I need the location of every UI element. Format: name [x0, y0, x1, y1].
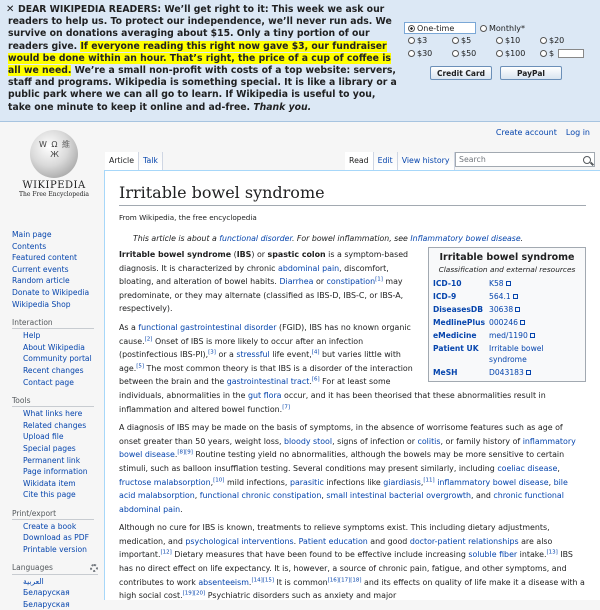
banner-thanks: Thank you. [253, 101, 312, 113]
table-row [431, 303, 583, 316]
infobox-subtitle: Classification and external resources [438, 265, 576, 274]
infobox-title: Irritable bowel syndrome [439, 252, 575, 263]
frequency-one-time[interactable]: One-time [404, 22, 476, 34]
radio-icon[interactable] [496, 50, 503, 57]
credit-card-button[interactable]: Credit Card [430, 66, 492, 80]
article-link[interactable]: doctor-patient relationships [409, 536, 519, 546]
infobox-value[interactable]: 564.1 [487, 290, 583, 303]
tab-view-history[interactable]: View history [398, 152, 455, 170]
tab-article[interactable]: Article [105, 152, 139, 170]
sidebar [12, 229, 104, 610]
radio-icon[interactable] [408, 25, 415, 32]
donation-form [404, 22, 596, 80]
radio-icon[interactable] [408, 37, 415, 44]
inflammatory-bowel-disease-link[interactable]: Inflammatory bowel disease [410, 234, 521, 243]
external-link-icon [515, 307, 520, 312]
table-row [431, 366, 583, 379]
sidebar-item-contact[interactable]: Contact page [23, 377, 74, 387]
infobox-key[interactable]: ICD-10 [433, 279, 462, 288]
infobox [428, 247, 586, 382]
radio-icon[interactable] [496, 37, 503, 44]
logo-tagline: The Free Encyclopedia [19, 191, 89, 198]
banner-text-1: We’ll get right to it: This week we ask our readers to help us. To protect our independence, we’ll never run ads. We survive on donations averaging about $15. Only a tiny portion of our readers give. [8, 4, 392, 52]
search-input[interactable] [455, 152, 595, 167]
infobox-key[interactable]: ICD-9 [433, 292, 457, 301]
sidebar-item-related-changes[interactable]: Related changes [23, 420, 87, 430]
article-link[interactable]: colitis [417, 436, 441, 446]
table-row [431, 277, 583, 290]
sidebar-item-permanent-link[interactable]: Permanent link [23, 455, 81, 465]
table-row [431, 316, 583, 329]
print-export-heading: Print/export [12, 508, 94, 520]
citation[interactable]: [5] [136, 363, 145, 370]
infobox-table [431, 277, 583, 379]
citation[interactable]: [8][9] [177, 449, 193, 456]
external-link-icon [526, 370, 531, 375]
article-link[interactable]: functional gastrointestinal disorder [138, 322, 277, 332]
citation[interactable]: [19][20] [182, 590, 206, 597]
infobox-key[interactable]: MedlinePlus [433, 318, 485, 327]
infobox-value[interactable]: Irritable bowel syndrome [489, 344, 544, 364]
infobox-key[interactable]: Patient UK [433, 344, 479, 353]
radio-icon[interactable] [480, 25, 487, 32]
tools-heading: Tools [12, 395, 94, 407]
article-link[interactable]: inflammatory bowel disease [437, 477, 549, 487]
citation[interactable]: [6] [311, 376, 320, 383]
amount-option[interactable]: $5 [452, 36, 496, 45]
infobox-value[interactable]: K58 [487, 277, 583, 290]
radio-icon[interactable] [452, 37, 459, 44]
namespace-tabs [105, 152, 163, 170]
article-link[interactable]: bile acid malabsorption [119, 477, 568, 501]
search-placeholder: Search [459, 155, 486, 164]
article-link[interactable]: inflammatory bowel disease [119, 436, 576, 460]
sidebar-item-download-pdf[interactable]: Download as PDF [23, 533, 89, 543]
external-link-icon [506, 281, 511, 286]
article-link[interactable]: bloody stool [283, 436, 333, 446]
article-link[interactable]: stressful [236, 350, 270, 360]
languages-heading: Languages [12, 563, 53, 573]
sidebar-item-shop[interactable]: Wikipedia Shop [12, 299, 71, 309]
interaction-portlet [12, 317, 104, 388]
sidebar-item-contents[interactable]: Contents [12, 241, 47, 251]
view-tabs [345, 152, 455, 170]
article-link[interactable]: psychological interventions [185, 536, 294, 546]
paragraph-diagnosis: A diagnosis of IBS may be made on the basis of symptoms, in the absence of worrisome features such as age of onset greater than 50 years, weight loss, bloody stool, signs of infection or colitis, or family history of inflammatory bowel disease.[8][9] Routine testing yield no abnormalities, although the bowels may be more sensitive to certain stimuli, such as balloon insufflation testing. Several conditions may present similarly, including coeliac disease, fructose malabsorption,[10] mild infections, parasitic infections like giardiasis,[11] inflammatory bowel disease, bile acid malabsorption, functional chronic constipation, small intestinal bacterial overgrowth, and chronic functional abdominal pain. [119, 423, 576, 514]
sidebar-item-random-article[interactable]: Random article [12, 276, 70, 286]
citation[interactable]: [11] [423, 476, 435, 483]
article-link[interactable]: gastrointestinal tract [226, 377, 310, 387]
search-icon[interactable] [583, 156, 591, 164]
page-title: Irritable bowel syndrome [119, 183, 586, 206]
print-export-portlet [12, 508, 104, 556]
table-row [431, 290, 583, 303]
sidebar-item-current-events[interactable]: Current events [12, 264, 69, 274]
article-link[interactable]: coeliac disease [497, 463, 558, 473]
citation[interactable]: [7] [282, 403, 290, 410]
navigation-portlet [12, 229, 104, 310]
languages-portlet [12, 563, 104, 610]
gear-icon[interactable] [90, 564, 98, 572]
banner-highlight: If everyone reading this right now gave $3, our fundraiser would be done within an hour. That’s right, the price of a cup of coffee is all we need. [8, 40, 391, 77]
sidebar-item-wikidata-item[interactable]: Wikidata item [23, 478, 76, 488]
sidebar-item-about[interactable]: About Wikipedia [23, 342, 85, 352]
sidebar-item-community-portal[interactable]: Community portal [23, 354, 92, 364]
citation[interactable]: [16][17][18] [327, 577, 362, 584]
amount-option[interactable]: $10 [496, 36, 540, 45]
external-link-icon [520, 320, 525, 325]
other-amount-input[interactable] [558, 49, 584, 58]
amount-option[interactable]: $100 [496, 49, 540, 58]
personal-tools [496, 128, 590, 137]
external-link-icon [530, 333, 535, 338]
radio-icon[interactable] [452, 50, 459, 57]
sidebar-item-special-pages[interactable]: Special pages [23, 443, 76, 453]
citation[interactable]: [13] [546, 549, 558, 556]
paypal-button[interactable]: PayPal [500, 66, 562, 80]
citation[interactable]: [12] [160, 549, 172, 556]
tab-read[interactable]: Read [345, 152, 374, 170]
amount-option[interactable]: $50 [452, 49, 496, 58]
citation[interactable]: [4] [311, 349, 320, 356]
article-link[interactable]: functional chronic constipation [199, 491, 322, 501]
infobox-key[interactable]: DiseasesDB [433, 305, 483, 314]
fundraising-banner [0, 0, 600, 122]
sidebar-item-language[interactable]: العربية [23, 576, 44, 586]
globe-icon [30, 130, 78, 178]
amount-option[interactable]: $20 [540, 36, 584, 45]
log-in-link[interactable]: Log in [565, 128, 590, 137]
article-link[interactable]: constipation [326, 277, 376, 287]
external-link-icon [513, 294, 518, 299]
sidebar-item-donate[interactable]: Donate to Wikipedia [12, 287, 90, 297]
article-link[interactable]: parasitic [289, 477, 324, 487]
sidebar-item-what-links-here[interactable]: What links here [23, 409, 83, 419]
frequency-monthly[interactable]: Monthly* [476, 24, 548, 33]
infobox-value[interactable]: med/1190 [487, 329, 583, 342]
radio-icon[interactable] [408, 50, 415, 57]
sidebar-item-main-page[interactable]: Main page [12, 230, 52, 239]
functional-disorder-link[interactable]: functional disorder [219, 234, 292, 243]
sidebar-item-featured-content[interactable]: Featured content [12, 253, 78, 263]
sidebar-item-recent-changes[interactable]: Recent changes [23, 365, 84, 375]
languages-header [12, 563, 98, 575]
radio-icon[interactable] [540, 50, 547, 57]
sidebar-item-upload-file[interactable]: Upload file [23, 432, 64, 442]
paragraph-cause: As a functional gastrointestinal disorder (FGID), IBS has no known organic cause.[2] Onset of IBS is more likely to occur after an infection (postinfectious IBS-PI),[3] or a stressful life event,[4] but varies little with age.[5] The most common theory is that IBS is a disorder of the interaction between the brain and the gastrointestinal tract.[6] For at least some individuals, abnormalities in the gut flora occur, and it has been theorised that these abnormalities result in inflammation and altered bowel function.[7] [119, 322, 546, 414]
banner-message [8, 4, 400, 114]
amount-other[interactable]: $ [540, 49, 584, 58]
article-link[interactable]: Diarrhea [279, 277, 314, 287]
article-link[interactable]: small intestinal bacterial overgrowth [326, 491, 472, 501]
infobox-key[interactable]: eMedicine [433, 331, 477, 340]
sidebar-item-printable-version[interactable]: Printable version [23, 545, 87, 555]
citation[interactable]: [10] [213, 476, 225, 483]
citation[interactable]: [2] [144, 335, 153, 342]
tools-portlet [12, 395, 104, 501]
banner-lead: DEAR WIKIPEDIA READERS: [18, 4, 162, 15]
sidebar-item-language[interactable]: Беларуская [23, 599, 70, 609]
close-icon[interactable]: ✕ [6, 4, 15, 15]
tab-talk[interactable]: Talk [139, 152, 163, 170]
table-row [431, 329, 583, 342]
tab-edit[interactable]: Edit [374, 152, 398, 170]
table-row [431, 342, 583, 366]
sidebar-item-create-book[interactable]: Create a book [23, 521, 77, 531]
sidebar-item-cite-page[interactable]: Cite this page [23, 490, 76, 500]
infobox-value[interactable]: D043183 [487, 366, 583, 379]
citation[interactable]: [3] [208, 349, 216, 356]
article-link[interactable]: soluble fiber [468, 550, 518, 560]
article-link[interactable]: giardiasis [383, 477, 421, 487]
article-link[interactable]: Patient education [298, 536, 368, 546]
article-link[interactable]: abdominal pain [278, 263, 340, 273]
site-subtitle: From Wikipedia, the free encyclopedia [119, 213, 257, 222]
sidebar-item-help[interactable]: Help [23, 331, 41, 341]
logo-wordmark: WIKIPEDIA [22, 180, 86, 191]
radio-icon[interactable] [540, 37, 547, 44]
article-link[interactable]: fructose malabsorption [119, 477, 211, 487]
hatnote: This article is about a functional disorder. For bowel inflammation, see Inflammatory bowel disease. [133, 234, 524, 243]
article-link[interactable]: chronic functional abdominal pain [119, 491, 564, 514]
citation[interactable]: [14][15] [251, 577, 275, 584]
article-content [104, 170, 600, 600]
sidebar-item-language[interactable]: Беларуская [23, 588, 70, 598]
article-link[interactable]: absenteeism [198, 577, 249, 587]
wikipedia-logo[interactable] [14, 130, 94, 198]
article-link[interactable]: gut flora [248, 390, 282, 400]
amount-option[interactable]: $30 [408, 49, 452, 58]
amount-option[interactable]: $3 [408, 36, 452, 45]
infobox-key[interactable]: MeSH [433, 368, 458, 377]
paragraph-treatment: Although no cure for IBS is known, treatments to relieve symptoms exist. This including dietary adjustments, medication, and psychological interventions. Patient education and good doctor-patient relationships are also important.[12] Dietary measures that have been found to be effective include increasing soluble fiber intake.[13] IBS has no direct effect on life expectancy. It is, however, a source of chronic pain, fatigue, and other symptoms, and contributes to work absenteeism.[14][15] It is common[16][17][18] and its effects on quality of life make it a disease with a high social cost.[19][20] Psychiatric disorders such as anxiety and major [119, 523, 585, 601]
citation[interactable]: [1] [375, 276, 383, 283]
sidebar-item-page-information[interactable]: Page information [23, 467, 88, 477]
interaction-heading: Interaction [12, 317, 94, 329]
paragraph-intro: Irritable bowel syndrome (IBS) or spastic colon is a symptom-based diagnosis. It is characterized by chronic abdominal pain, discomfort, bloating, and alteration of bowel habits. Diarrhea or constipation[1] may predominate, or they may alternate (classified as IBS-D, IBS-C, or IBS-A, respectively). [119, 250, 409, 314]
banner-text-2: We’re a small non-profit with costs of a top website: servers, staff and programs. Wikipedia is something special. It is like a library or a public park where we can all go to learn. If Wikipedia is useful to you, take one minute to keep it online and ad-free. [8, 65, 397, 113]
infobox-value[interactable]: 000246 [487, 316, 583, 329]
infobox-value[interactable]: 30638 [487, 303, 583, 316]
create-account-link[interactable]: Create account [495, 128, 557, 137]
